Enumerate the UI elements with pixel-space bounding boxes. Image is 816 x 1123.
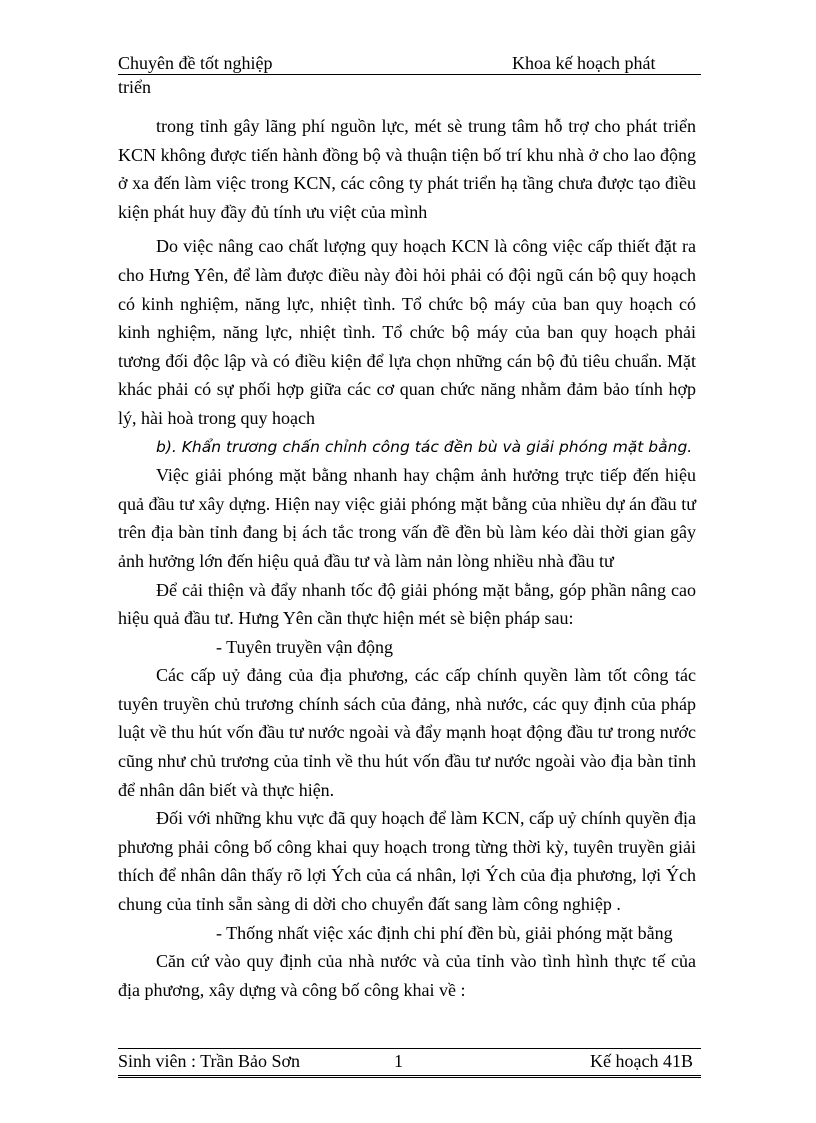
document-body (118, 112, 696, 1004)
page-number: 1 (394, 1051, 403, 1071)
bullet-item: - Thống nhất việc xác định chi phí đền bù, giải phóng mặt bằng (216, 922, 673, 943)
paragraph: Các cấp uỷ đảng của địa phương, các cấp chính quyền làm tốt công tác tuyên truyền chủ trương chính sách của đảng, nhà nước, các quy định của pháp luật về thu hút vốn đầu tư nước ngoài và đẩy mạnh hoạt động đầu tư trong nước cũng như chủ trương của tỉnh về thu hút vốn đầu tư nước ngoài vào địa bàn tỉnh để nhân dân biết và thực hiện. (118, 665, 696, 800)
paragraph: Do việc nâng cao chất lượng quy hoạch KCN là công việc cấp thiết đặt ra cho Hưng Yên, để làm được điều này đòi hỏi phải có đội ngũ cán bộ quy hoạch có kinh nghiệm, năng lực, nhiệt tình. Tổ chức bộ máy của ban quy hoạch có kinh nghiệm, năng lực, nhiệt tình. Tổ chức bộ máy của ban quy hoạch phải tương đối độc lập và có điều kiện để lựa chọn những cán bộ đủ tiêu chuẩn. Mặt khác phải có sự phối hợp giữa các cơ quan chức năng nhằm đảm bảo tính hợp lý, hài hoà trong quy hoạch (118, 236, 696, 428)
paragraph: Căn cứ vào quy định của nhà nước và của tỉnh vào tình hình thực tế của địa phương, xây dựng và công bố công khai về : (118, 951, 696, 1000)
header-faculty: Khoa kế hoạch phát (512, 53, 656, 73)
footer-student: Sinh viên : Trần Bảo Sơn (118, 1051, 301, 1071)
paragraph: Việc giải phóng mặt bằng nhanh hay chậm ảnh hưởng trực tiếp đến hiệu quả đầu tư xây dựng. Hiện nay việc giải phóng mặt bằng của nhiều dự án đầu tư trên địa bàn tỉnh đang bị ách tắc trong vấn đề đền bù làm kéo dài thời gian gây ảnh hưởng lớn đến hiệu quả đầu tư và làm nản lòng nhiều nhà đầu tư (118, 465, 696, 571)
paragraph: trong tỉnh gây lãng phí nguồn lực, mét sè trung tâm hỗ trợ cho phát triển KCN không được tiến hành đồng bộ và thuận tiện bố trí khu nhà ở cho lao động ở xa đến làm việc trong KCN, các công ty phát triển hạ tầng chưa được tạo điều kiện phát huy đầy đủ tính ưu việt của mình (118, 116, 696, 222)
footer-class: Kế hoạch 41B (590, 1051, 693, 1071)
section-heading: b). Khẩn trương chấn chỉnh công tác đền bù và giải phóng mặt bằng. (156, 437, 693, 456)
header-faculty-continuation: triển (118, 77, 151, 97)
paragraph: Để cải thiện và đẩy nhanh tốc độ giải phóng mặt bằng, góp phần nâng cao hiệu quả đầu tư. Hưng Yên cần thực hiện mét sè biện pháp sau: (118, 579, 696, 629)
bullet-item: - Tuyên truyền vận động (216, 636, 393, 657)
paragraph: Đối với những khu vực đã quy hoạch để làm KCN, cấp uỷ chính quyền địa phương phải công bố công khai quy hoạch trong từng thời kỳ, tuyên truyền giải thích để nhân dân thấy rõ lợi Ých của cá nhân, lợi Ých của địa phương, lợi Ých chung của tỉnh sẵn sàng di dời cho chuyển đất sang làm công nghiệp . (118, 808, 696, 915)
page-footer (118, 1048, 701, 1078)
header-thesis-title: Chuyên đề tốt nghiệp (118, 53, 273, 73)
page-header (118, 52, 701, 75)
